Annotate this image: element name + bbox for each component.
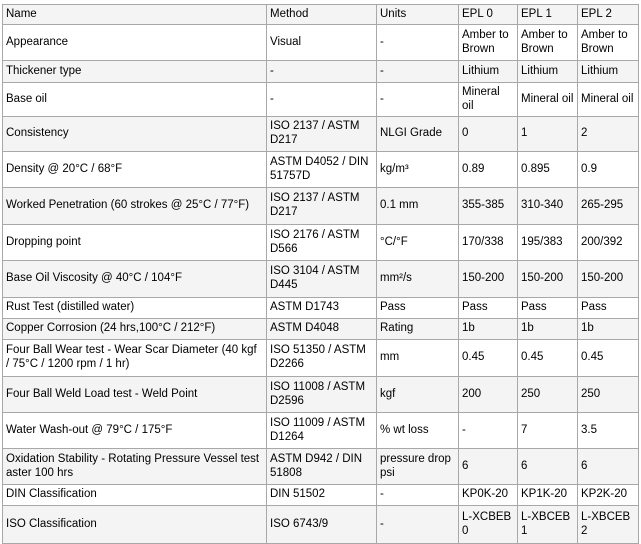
cell-method: ISO 2137 / ASTM D217: [267, 188, 377, 225]
cell-name: Worked Penetration (60 strokes @ 25°C / 77°F): [3, 188, 267, 225]
cell-units: 0.1 mm: [377, 188, 459, 225]
cell-epl2: 6: [578, 449, 639, 485]
cell-units: NLGI Grade: [377, 117, 459, 152]
table-row: [3, 319, 639, 340]
cell-epl1: 150-200: [518, 261, 578, 298]
cell-epl0: 355-385: [459, 188, 518, 225]
cell-name: Four Ball Wear test - Wear Scar Diameter (40 kgf / 75°C / 1200 rpm / 1 hr): [3, 340, 267, 377]
cell-name: Four Ball Weld Load test - Weld Point: [3, 377, 267, 413]
cell-epl0: L-XCBEB 0: [459, 506, 518, 544]
col-epl2-header: EPL 2: [578, 5, 639, 25]
cell-method: ISO 2137 / ASTM D217: [267, 117, 377, 152]
cell-name: Dropping point: [3, 225, 267, 261]
cell-name: ISO Classification: [3, 506, 267, 544]
cell-units: kg/m³: [377, 152, 459, 188]
cell-method: -: [267, 61, 377, 83]
cell-epl1: Lithium: [518, 61, 578, 83]
cell-units: Pass: [377, 298, 459, 319]
cell-units: °C/°F: [377, 225, 459, 261]
table-row: [3, 449, 639, 485]
table-row: [3, 261, 639, 298]
cell-units: kgf: [377, 377, 459, 413]
cell-units: pressure drop psi: [377, 449, 459, 485]
col-epl1-header: EPL 1: [518, 5, 578, 25]
cell-name: Consistency: [3, 117, 267, 152]
cell-epl1: Mineral oil: [518, 83, 578, 117]
cell-epl2: 265-295: [578, 188, 639, 225]
cell-epl0: 0.89: [459, 152, 518, 188]
cell-epl0: Lithium: [459, 61, 518, 83]
cell-epl1: 0.45: [518, 340, 578, 377]
cell-epl0: -: [459, 413, 518, 449]
cell-method: ISO 51350 / ASTM D2266: [267, 340, 377, 377]
cell-method: -: [267, 83, 377, 117]
cell-epl2: 1b: [578, 319, 639, 340]
cell-method: ASTM D942 / DIN 51808: [267, 449, 377, 485]
cell-units: mm²/s: [377, 261, 459, 298]
table-row: [3, 485, 639, 506]
cell-units: Rating: [377, 319, 459, 340]
cell-epl1: 7: [518, 413, 578, 449]
cell-epl1: 250: [518, 377, 578, 413]
cell-epl2: Amber to Brown: [578, 25, 639, 61]
cell-epl2: Pass: [578, 298, 639, 319]
cell-epl1: L-XBCEB 1: [518, 506, 578, 544]
cell-name: Oxidation Stability - Rotating Pressure Vessel test aster 100 hrs: [3, 449, 267, 485]
cell-epl0: 170/338: [459, 225, 518, 261]
cell-name: Thickener type: [3, 61, 267, 83]
cell-epl1: Amber to Brown: [518, 25, 578, 61]
cell-epl0: Pass: [459, 298, 518, 319]
cell-name: DIN Classification: [3, 485, 267, 506]
cell-method: ISO 11008 / ASTM D2596: [267, 377, 377, 413]
cell-name: Water Wash-out @ 79°C / 175°F: [3, 413, 267, 449]
cell-epl0: Amber to Brown: [459, 25, 518, 61]
cell-name: Rust Test (distilled water): [3, 298, 267, 319]
cell-epl1: Pass: [518, 298, 578, 319]
cell-epl0: 150-200: [459, 261, 518, 298]
col-name-header: Name: [3, 5, 267, 25]
cell-epl2: 0.9: [578, 152, 639, 188]
cell-name: Appearance: [3, 25, 267, 61]
cell-units: -: [377, 485, 459, 506]
table-row: [3, 25, 639, 61]
cell-method: ISO 11009 / ASTM D1264: [267, 413, 377, 449]
cell-epl0: 200: [459, 377, 518, 413]
col-units-header: Units: [377, 5, 459, 25]
cell-units: % wt loss: [377, 413, 459, 449]
cell-epl0: 6: [459, 449, 518, 485]
table-row: [3, 61, 639, 83]
cell-epl2: 2: [578, 117, 639, 152]
cell-epl0: 1b: [459, 319, 518, 340]
table-row: [3, 413, 639, 449]
cell-epl0: KP0K-20: [459, 485, 518, 506]
cell-units: -: [377, 83, 459, 117]
header-row: [3, 5, 639, 25]
cell-epl1: 195/383: [518, 225, 578, 261]
cell-epl2: 150-200: [578, 261, 639, 298]
table-row: [3, 298, 639, 319]
cell-units: mm: [377, 340, 459, 377]
cell-epl2: L-XBCEB 2: [578, 506, 639, 544]
table-row: [3, 506, 639, 544]
table-row: [3, 340, 639, 377]
cell-method: Visual: [267, 25, 377, 61]
cell-units: -: [377, 25, 459, 61]
col-epl0-header: EPL 0: [459, 5, 518, 25]
table-row: [3, 377, 639, 413]
cell-epl1: 0.895: [518, 152, 578, 188]
cell-epl2: Mineral oil: [578, 83, 639, 117]
cell-name: Base oil: [3, 83, 267, 117]
cell-name: Copper Corrosion (24 hrs,100°C / 212°F): [3, 319, 267, 340]
cell-epl2: 250: [578, 377, 639, 413]
cell-epl1: 310-340: [518, 188, 578, 225]
cell-epl0: Mineral oil: [459, 83, 518, 117]
table-row: [3, 83, 639, 117]
cell-epl2: 0.45: [578, 340, 639, 377]
cell-name: Base Oil Viscosity @ 40°C / 104°F: [3, 261, 267, 298]
cell-epl2: 3.5: [578, 413, 639, 449]
cell-method: ASTM D4048: [267, 319, 377, 340]
table-row: [3, 225, 639, 261]
cell-epl2: 200/392: [578, 225, 639, 261]
cell-epl0: 0.45: [459, 340, 518, 377]
cell-epl2: KP2K-20: [578, 485, 639, 506]
table-row: [3, 152, 639, 188]
cell-method: DIN 51502: [267, 485, 377, 506]
cell-epl2: Lithium: [578, 61, 639, 83]
cell-epl1: 1b: [518, 319, 578, 340]
cell-method: ASTM D4052 / DIN 51757D: [267, 152, 377, 188]
cell-units: -: [377, 506, 459, 544]
cell-epl0: 0: [459, 117, 518, 152]
table-row: [3, 117, 639, 152]
cell-epl1: KP1K-20: [518, 485, 578, 506]
cell-method: ISO 3104 / ASTM D445: [267, 261, 377, 298]
cell-units: -: [377, 61, 459, 83]
cell-epl1: 1: [518, 117, 578, 152]
spec-table: [2, 4, 639, 544]
cell-epl1: 6: [518, 449, 578, 485]
cell-method: ISO 6743/9: [267, 506, 377, 544]
cell-method: ASTM D1743: [267, 298, 377, 319]
table-row: [3, 188, 639, 225]
cell-method: ISO 2176 / ASTM D566: [267, 225, 377, 261]
cell-name: Density @ 20°C / 68°F: [3, 152, 267, 188]
col-method-header: Method: [267, 5, 377, 25]
